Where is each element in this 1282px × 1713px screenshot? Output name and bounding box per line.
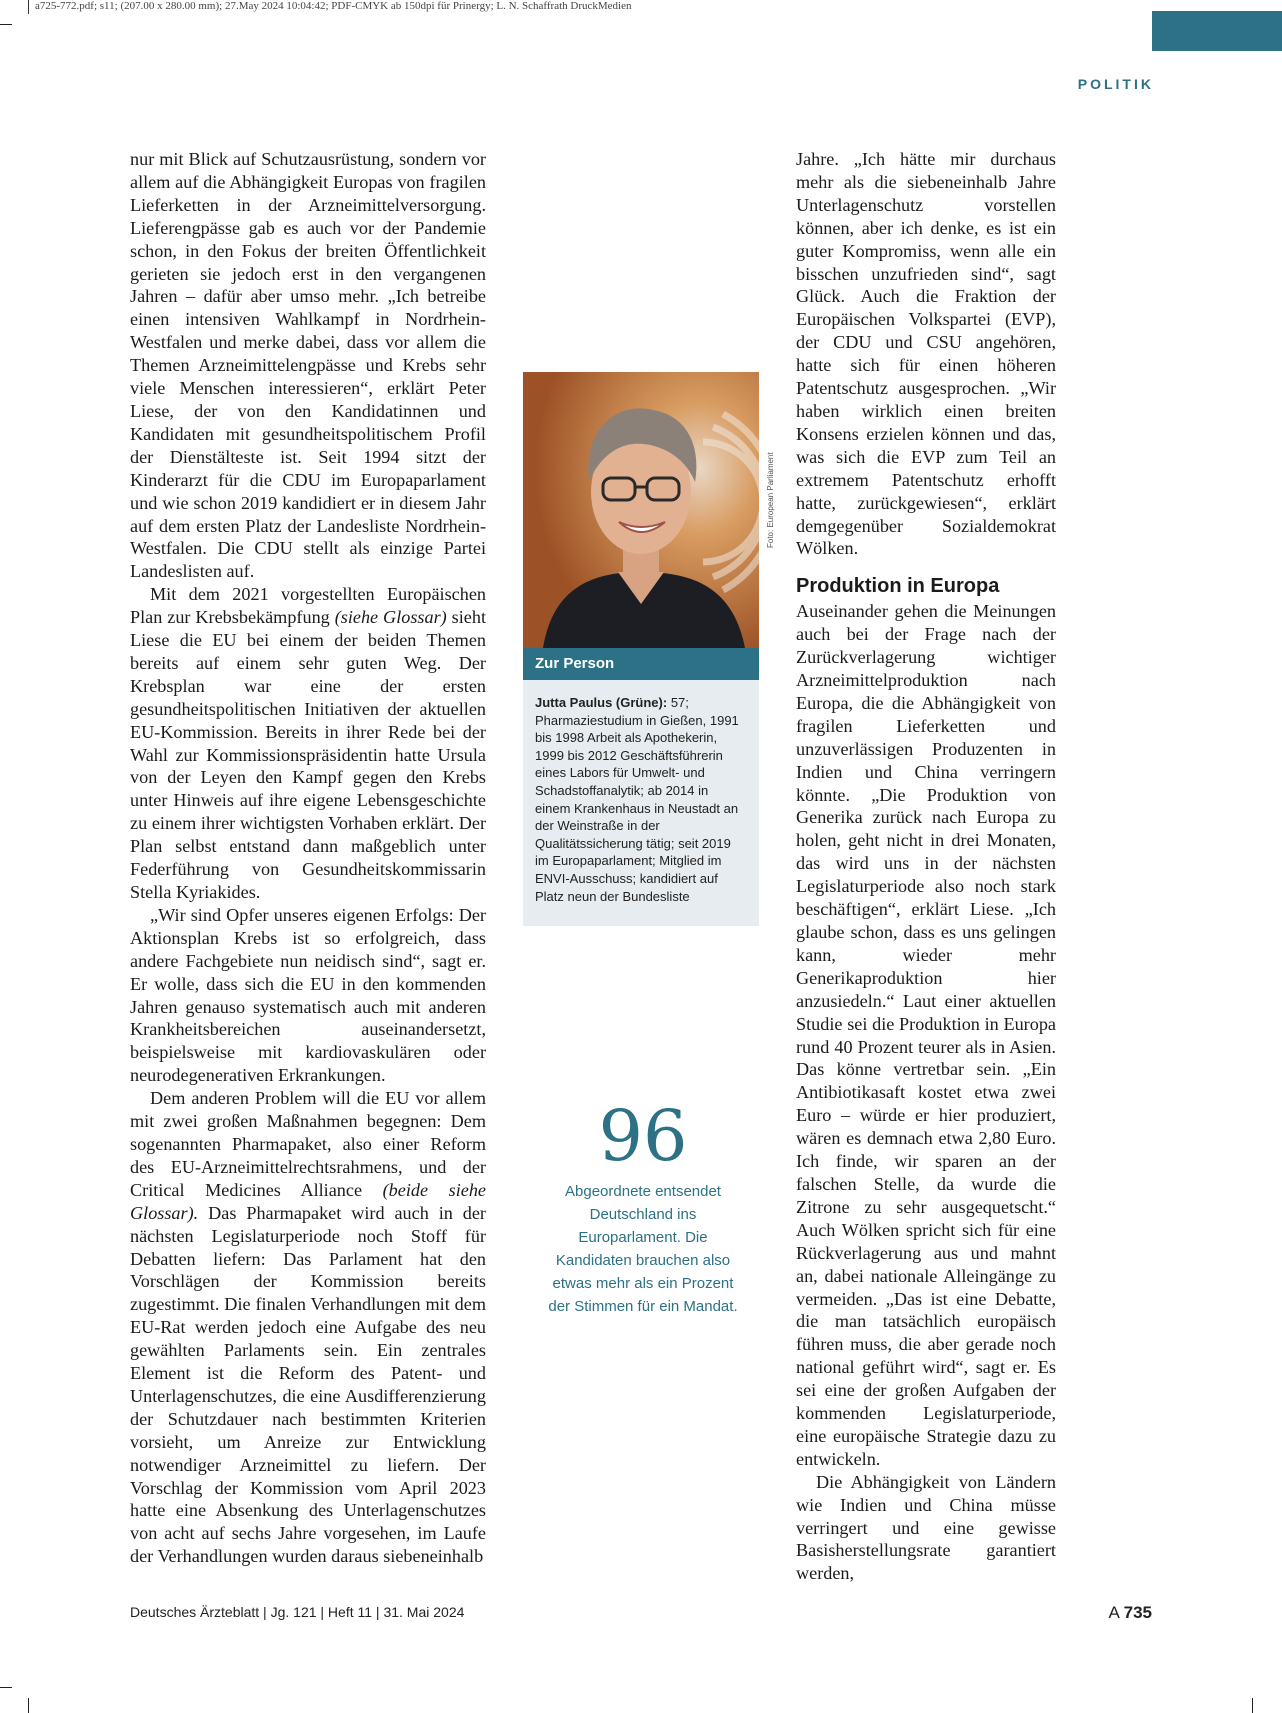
photo-credit: Foto: European Parliament: [766, 452, 775, 548]
paragraph: „Wir sind Opfer unseres eigenen Erfolgs: Der Aktionsplan Krebs ist so erfolgreich, dass andere Fachgebiete nun neidisch sind“, sagt er. Er wolle, dass sich die EU in den kommenden Jahren genauso systematisch auch mit anderen Krankheitsbereichen auseinandersetzt, beispielsweise mit kardiovaskulären oder neurodegenerativen Erkrankungen.: [130, 904, 486, 1086]
profile-text: 57; Pharmaziestudium in Gießen, 1991 bis 1998 Arbeit als Apothekerin, 1999 bis 2012 Geschäftsführerin eines Labors für Umwelt- und Schadstoffanalytik; ab 2014 in einem Krankenhaus in Neustadt an der Weinstraße in der Qualitätssicherung tätig; seit 2019 im Europaparlament; Mitglied im ENVI-Ausschuss; kandidiert auf Platz neun der Bundesliste: [535, 695, 739, 904]
article-column-right: [796, 148, 1056, 1585]
stat-number: 96: [598, 1095, 688, 1177]
crop-mark-top-left: [0, 24, 12, 25]
crop-mark-bottom-left: [0, 1687, 12, 1688]
portrait-photo: [523, 372, 759, 648]
paragraph: Auseinander gehen die Meinungen auch bei der Frage nach der Zurückverlagerung wichtiger Arzneimittelproduktion nach Europa, die die Abhängigkeit von fragilen Lieferketten und unzuverlässigen Produzenten in Indien und China verringern könnte. „Die Produktion von Generika zurück nach Europa zu holen, geht nicht in drei Monaten, das wird uns in der nächsten Legislaturperiode also noch stark beschäftigen“, erklärt Liese. „Ich glaube schon, dass es uns gelingen kann, wieder mehr Generikaproduktion hier anzusiedeln.“ Laut einer aktuellen Studie sei die Produktion in Europa rund 40 Prozent teurer als in Asien. Das könne vertretbar sein. „Ein Antibiotikasaft kostet etwa zwei Euro – würde er hier produziert, wären es demnach etwa 2,80 Euro. Ich finde, wir sparen an der falschen Stelle, da wurde die Zitrone zu sehr ausgequetscht.“ Auch Wölken spricht sich für eine Rückverlagerung aus und mahnt an, dabei nationale Alleingänge zu vermeiden. „Das ist eine Debatte, die man tatsächlich europäisch führen muss, die aber gerade noch national geführt wird“, sagt er. Es sei eine der großen Aufgaben der kommenden Legislaturperiode, eine europäische Strategie dazu zu entwickeln.: [796, 601, 1056, 1469]
print-info-line: a725-772.pdf; s11; (207.00 x 280.00 mm); 27.May 2024 10:04:42; PDF-CMYK ab 150dpi für Prinergy; L. N. Schaffrath DruckMedien: [28, 0, 632, 14]
paragraph: Jahre. „Ich hätte mir durchaus mehr als die siebeneinhalb Jahre Unterlagenschutz vorstellen können, aber ich denke, es ist ein guter Kompromiss, wenn alle ein bisschen unzufrieden sind“, sagt Glück. Auch die Fraktion der Europäischen Volkspartei (EVP), der CDU und CSU angehören, hatte sich für einen höheren Patentschutz ausgesprochen. „Wir haben wirklich einen breiten Konsens erzielen können und das, was sich die EVP zum Teil an extremem Patentschutz erhofft hatte, zurückgewiesen“, erklärt demgegenüber Sozialdemokrat Wölken.: [796, 149, 1056, 559]
portrait-illustration: [523, 372, 759, 648]
profile-box-body: [523, 680, 759, 926]
article-column-left: [130, 148, 486, 1568]
crop-mark-bottom-left-vertical: [28, 1698, 29, 1713]
section-label: POLITIK: [1077, 76, 1154, 92]
paragraph: Dem anderen Problem will die EU vor allem mit zwei großen Maßnahmen begegnen: Dem sogenannten Pharmapaket, also einer Reform des EU-Arzneimittelrechtsrahmens, und der Critical Medicines Alliance (beide siehe Glossar). Das Pharmapaket wird auch in der nächsten Legislaturperiode noch Stoff für Debatten liefern: Das Parlament hat den Vorschlägen der Kommission bereits zugestimmt. Die finalen Verhandlungen mit dem EU-Rat werden jedoch eine Aufgabe des neu gewählten Parlaments sein. Ein zentrales Element ist die Reform des Patent- und Unterlagenschutzes, die eine Ausdifferenzierung der Schutzdauer nach bestimmten Kriterien vorsieht, um Anreize zur Entwicklung notwendiger Arzneimittel zu liefern. Der Vorschlag der Kommission vom April 2023 hatte eine Absenkung des Unterlagenschutzes von acht auf sechs Jahre vorgesehen, im Laufe der Verhandlungen wurden daraus siebeneinhalb: [130, 1088, 487, 1567]
paragraph: nur mit Blick auf Schutzausrüstung, sondern vor allem auf die Abhängigkeit Europas von fragilen Lieferketten in der Arzneimittelversorgung. Lieferengpässe gab es auch vor der Pandemie schon, in den Fokus der breiten Öffentlichkeit gerieten sie jedoch erst in den vergangenen Jahren – dafür aber umso mehr. „Ich betreibe einen intensiven Wahlkampf in Nordrhein-Westfalen und merke dabei, dass vor allem die Themen Arzneimittelengpässe und Krebs sehr viele Menschen interessieren“, erklärt Peter Liese, der von den Kandidatinnen und Kandidaten mit gesundheitspolitischem Profil der Dienstälteste ist. Seit 1994 sitzt der Kinderarzt für die CDU im Europaparlament und wie schon 2019 kandidiert er in diesem Jahr auf dem ersten Platz der Landesliste Nordrhein-Westfalen. Die CDU stellt als einzige Partei Landeslisten auf.: [130, 149, 486, 582]
publication-footer: Deutsches Ärzteblatt | Jg. 121 | Heft 11 | 31. Mai 2024: [130, 1604, 465, 1620]
profile-name: Jutta Paulus (Grüne):: [535, 695, 668, 710]
section-color-tab: [1152, 11, 1282, 51]
page-number: A 735: [1108, 1603, 1152, 1622]
paragraph: Mit dem 2021 vorgestellten Europäischen Plan zur Krebsbekämpfung (siehe Glossar) sieht Liese die EU bei einem der beiden Themen bereits auf einem sehr guten Weg. Der Krebsplan war eine der ersten gesundheitspolitischen Initiativen der aktuellen EU-Kommission. Bereits in ihrer Rede bei der Wahl zur Kommissionspräsidentin hatte Ursula von der Leyen den Kampf gegen den Krebs unter Hinweis auf ihre eigene Lebensgeschichte zu einem ihrer wichtigsten Vorhaben erklärt. Der Plan selbst entstand dann maßgeblich unter Federführung von Gesundheitskommissarin Stella Kyriakides.: [130, 584, 487, 902]
stat-caption: Abgeordnete entsendet Deutschland ins Europarlament. Die Kandidaten brauchen also etwas mehr als ein Prozent der Stimmen für ein Mandat.: [548, 1183, 738, 1315]
subheading: Produktion in Europa: [796, 575, 1000, 598]
profile-box-heading: Zur Person: [523, 648, 759, 680]
glossary-reference: (siehe Glossar): [334, 607, 447, 628]
glossary-reference: (beide siehe Glossar).: [130, 1179, 487, 1223]
paragraph: Die Abhängigkeit von Ländern wie Indien und China müsse verringert und eine gewisse Basisherstellungsrate garantiert werden,: [796, 1471, 1056, 1584]
crop-mark-bottom-right-vertical: [1252, 1698, 1253, 1713]
